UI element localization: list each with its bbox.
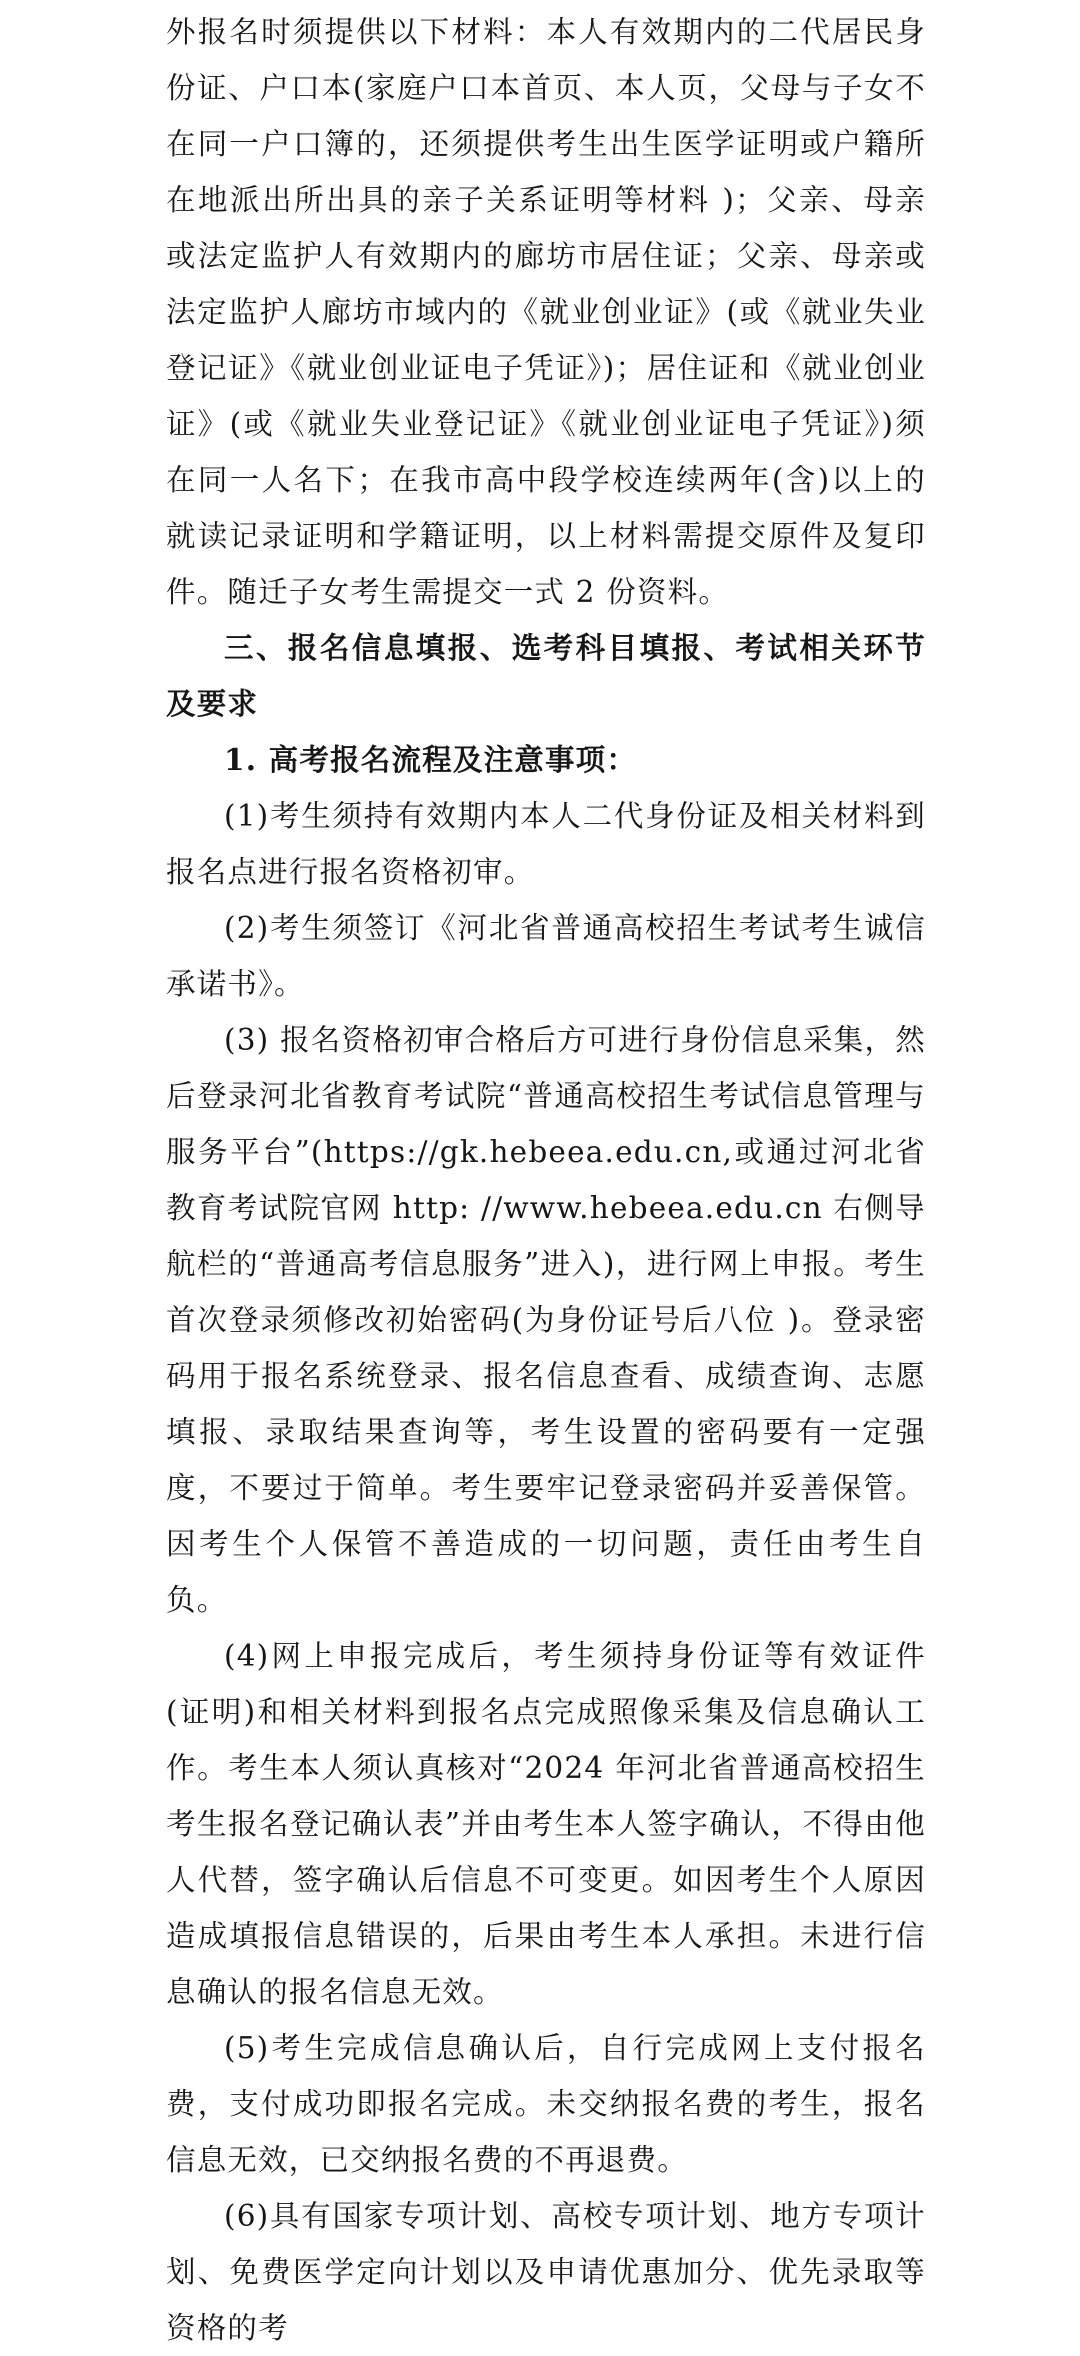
list-item-3: (3) 报名资格初审合格后方可进行身份信息采集，然后登录河北省教育考试院“普通高校招生考试信息管理与服务平台”(https://gk.hebeea.edu.cn,或通过河北省教育考试院官网 http: //www.hebeea.edu.cn 右侧导航栏的“普通高考信息服务”进入)，进行网上申报。考生首次登录须修改初始密码(为身份证号后八位 )。登录密码用于报名系统登录、报名信息查看、成绩查询、志愿填报、录取结果查询等，考生设置的密码要有一定强度，不要过于简单。考生要牢记登录密码并妥善保管。因考生个人保管不善造成的一切问题，责任由考生自负。: [166, 1023, 926, 1617]
list-item-1: (1)考生须持有效期内本人二代身份证及相关材料到报名点进行报名资格初审。: [166, 799, 926, 889]
list-item-6: (6)具有国家专项计划、高校专项计划、地方专项计划、免费医学定向计划以及申请优惠加分、优先录取等资格的考: [166, 2199, 926, 2345]
list-item-4: (4)网上申报完成后，考生须持身份证等有效证件(证明)和相关材料到报名点完成照像采集及信息确认工作。考生本人须认真核对“2024 年河北省普通高校招生考生报名登记确认表”并由考生本人签字确认，不得由他人代替，签字确认后信息不可变更。如因考生个人原因造成填报信息错误的，后果由考生本人承担。未进行信息确认的报名信息无效。: [166, 1639, 926, 2009]
list-item-2: (2)考生须签订《河北省普通高校招生考试考生诚信承诺书》。: [166, 911, 926, 1001]
subsection-heading-registration-process: 1. 高考报名流程及注意事项：: [224, 742, 638, 777]
list-item-5: (5)考生完成信息确认后，自行完成网上支付报名费，支付成功即报名完成。未交纳报名费的考生，报名信息无效，已交纳报名费的不再退费。: [166, 2031, 926, 2177]
document-body: [166, 4, 926, 2356]
paragraph-application-materials: 外报名时须提供以下材料：本人有效期内的二代居民身份证、户口本(家庭户口本首页、本人页，父母与子女不在同一户口簿的，还须提供考生出生医学证明或户籍所在地派出所出具的亲子关系证明等材料 )；父亲、母亲或法定监护人有效期内的廊坊市居住证；父亲、母亲或法定监护人廊坊市域内的《就业创业证》(或《就业失业登记证》《就业创业证电子凭证》)；居住证和《就业创业证》(或《就业失业登记证》《就业创业证电子凭证》)须在同一人名下；在我市高中段学校连续两年(含)以上的就读记录证明和学籍证明，以上材料需提交原件及复印件。随迁子女考生需提交一式 2 份资料。: [166, 15, 926, 609]
section-heading-registration: 三、报名信息填报、选考科目填报、考试相关环节及要求: [166, 631, 926, 721]
